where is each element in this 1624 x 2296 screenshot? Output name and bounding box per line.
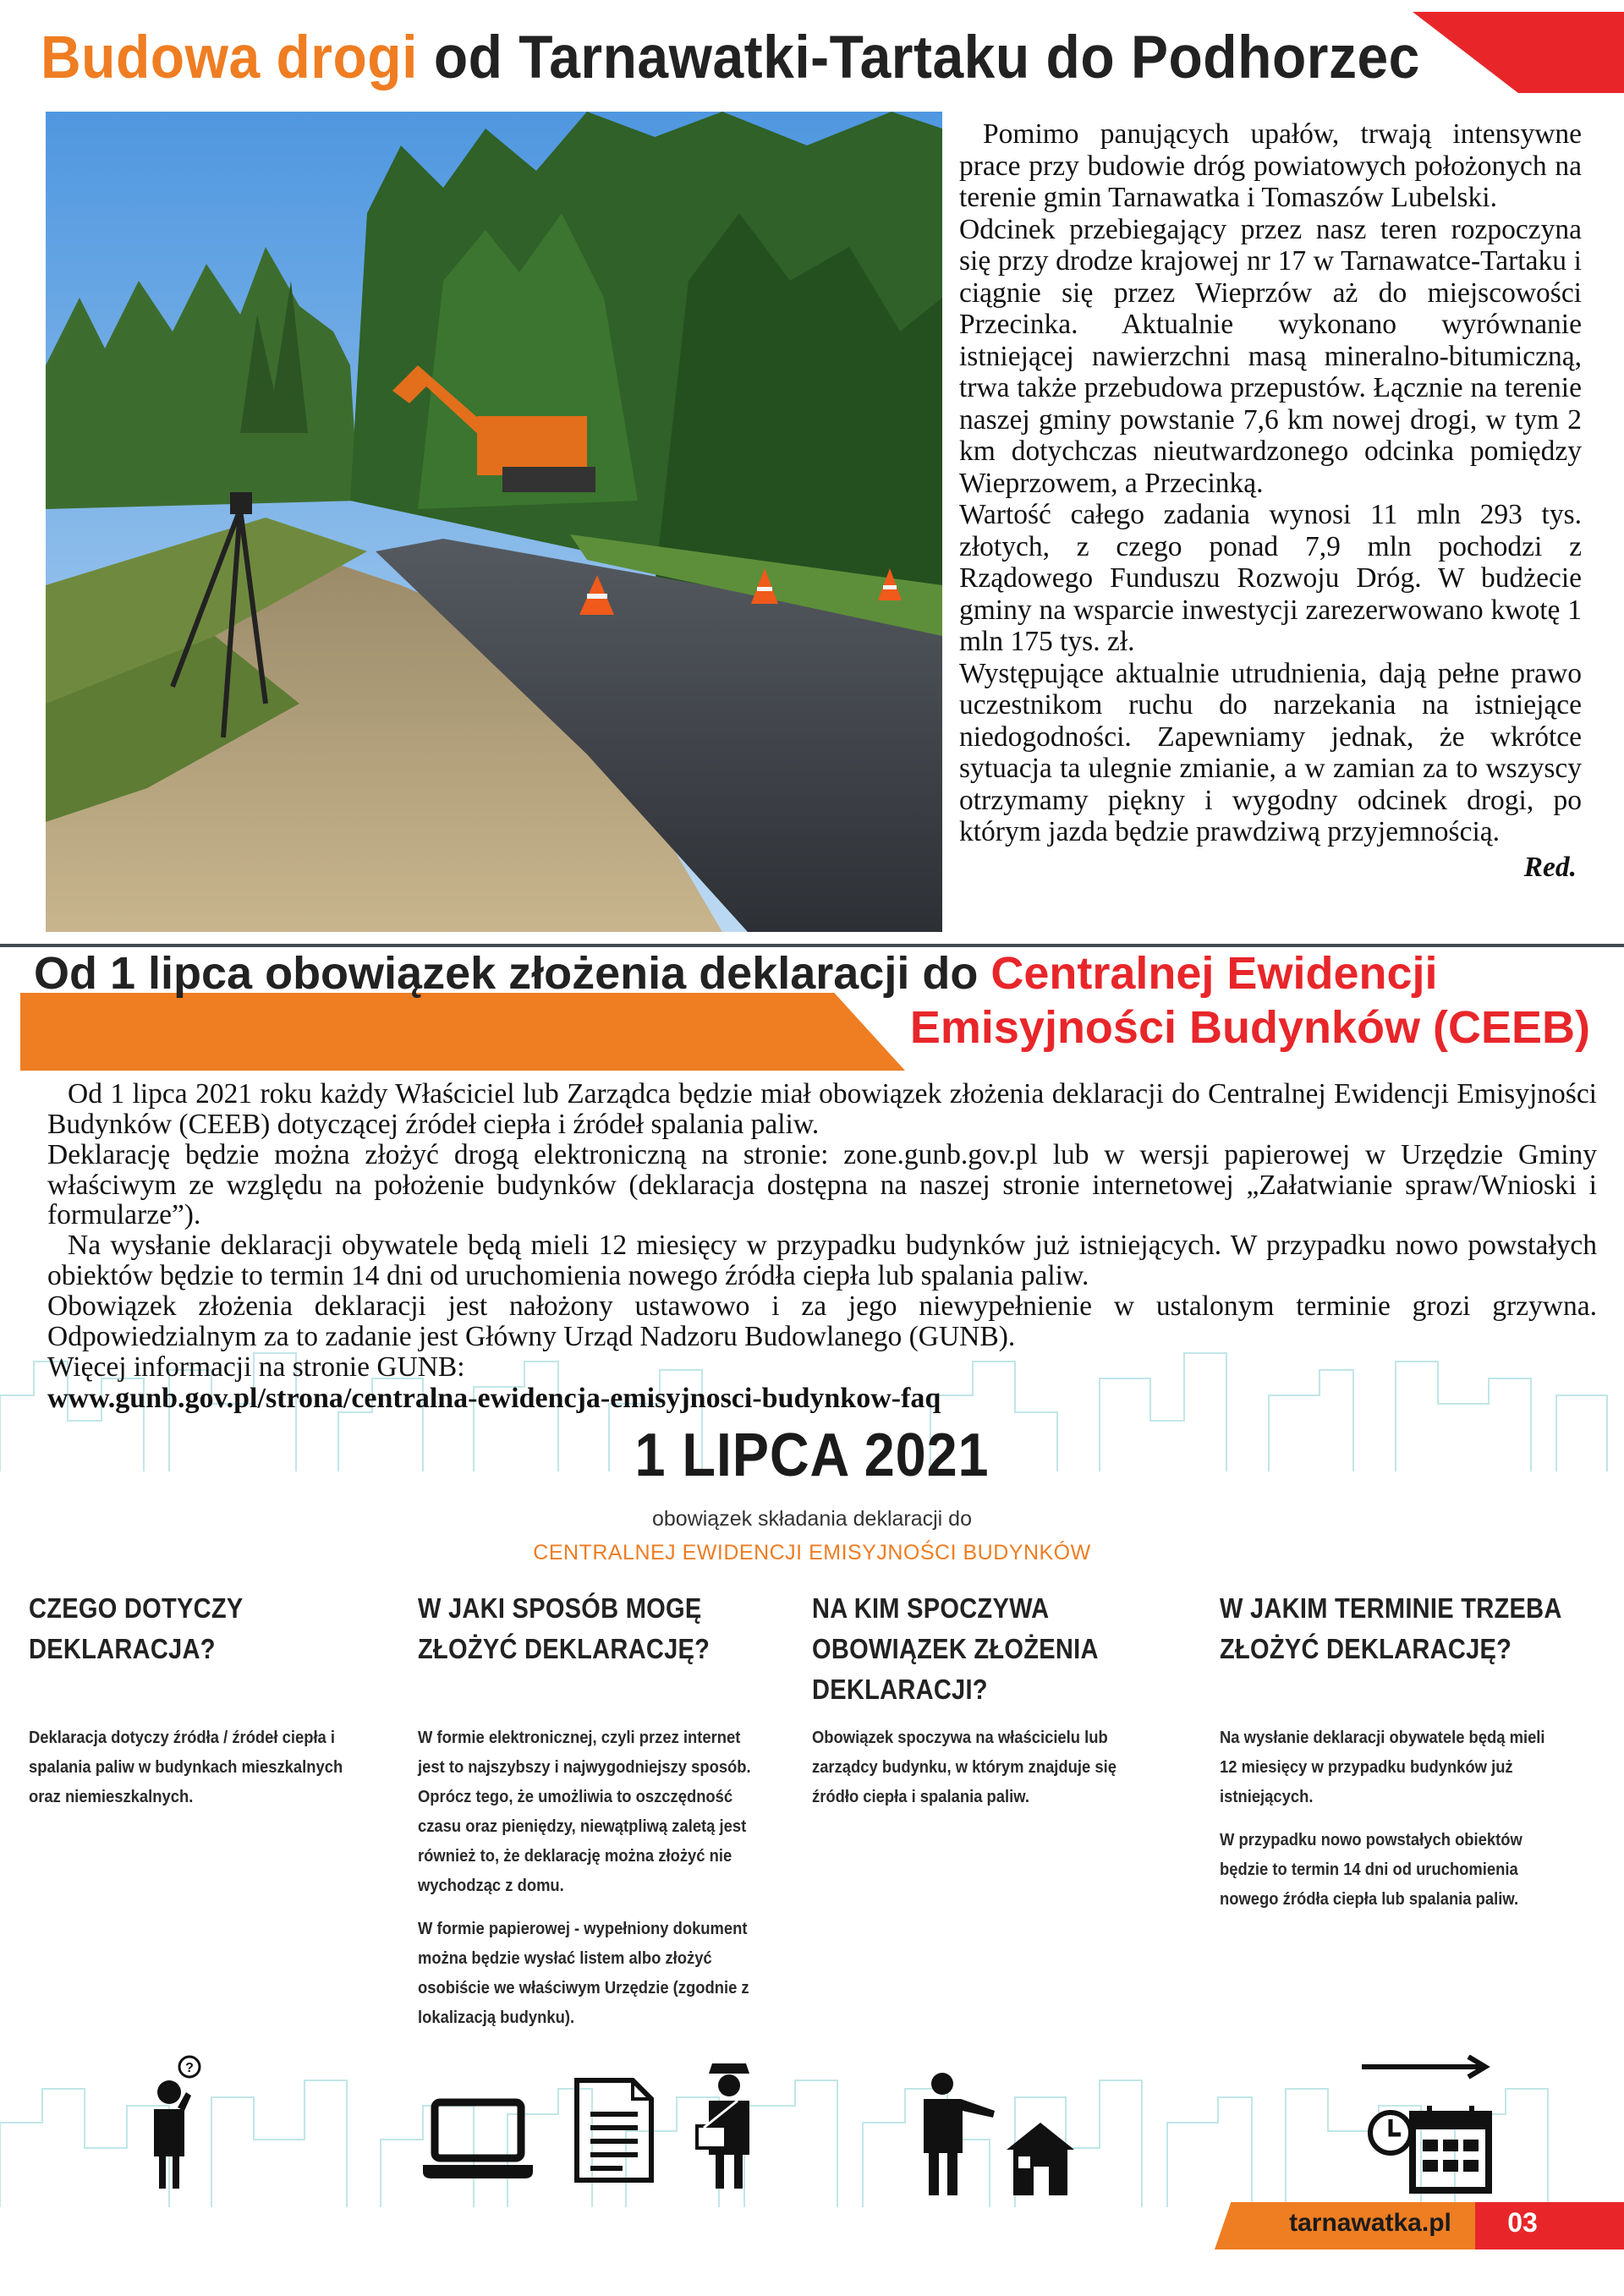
info-column-text: W formie elektronicznej, czyli przez internet jest to najszybszy i najwygodniejszy sposób. Oprócz tego, że umożliwia to oszczędność czasu oraz pieniędzy, niewątpliwą zaletą jest również to, że deklarację można złożyć nie wychodząc z domu. <box>418 1729 751 1895</box>
article1-paragraph: Odcinek przebiegający przez nasz teren rozpoczyna się przy drodze krajowej nr 17 w Tarnawatce-Tartaku i ciągnie się przez Wieprzów aż do miejscowości Przecinka. Aktualnie wykonano wyrównanie istniejącej nawierzchni masą mineralno-bitumiczną, trwa także przebudowa przepustów. Łącznie na terenie naszej gminy powstanie 7,6 km nowej drogi, w tym 2 km dotychczas nieutwardzonego odcinka pomiędzy Wieprzowem, a Przecinką. <box>959 213 1582 499</box>
calendar-clock-icon <box>1362 2055 1497 2199</box>
info-column-text: Obowiązek spoczywa na właścicielu lub zarządcy budynku, w którym znajduje się źródło ciepła i spalania paliw. <box>812 1729 1116 1806</box>
postman-icon <box>687 2055 771 2190</box>
corner-decoration <box>1413 12 1624 93</box>
article2-paragraph: Na wysłanie deklaracji obywatele będą mieli 12 miesięcy w przypadku budynków już istniejących. W przypadku nowo powstałych obiektów będzie to termin 14 dni od uruchomienia nowego źródła ciepła lub spalania paliw. <box>47 1230 1597 1292</box>
info-column-heading: NA KIM SPOCZYWA OBOWIĄZEK ZŁOŻENIA DEKLARACJI? <box>812 1592 1098 1705</box>
info-column-text: Na wysłanie deklaracji obywatele będą mieli 12 miesięcy w przypadku budynków już istniejących. <box>1220 1729 1545 1806</box>
info-column-text: W przypadku nowo powstałych obiektów będzie to termin 14 dni od uruchomienia nowego źródła ciepła lub spalania paliw. <box>1220 1831 1522 1909</box>
owner-house-icon <box>914 2072 1074 2199</box>
article2-paragraph: Więcej informacji na stronie GUNB: <box>47 1351 465 1383</box>
article1-title-highlight: Budowa drogi <box>41 23 418 90</box>
article1-title-rest: od Tarnawatki-Tartaku do Podhorzec <box>433 23 1420 90</box>
info-column-who <box>812 1588 1184 1806</box>
infographic-title: 1 LIPCA 2021 <box>634 1422 990 1489</box>
document-icon <box>572 2075 656 2185</box>
article2-paragraph: Deklarację będzie można złożyć drogą elektroniczną na stronie: zone.gunb.gov.pl lub w wersji papierowej w Urzędzie Gminy właściwym ze względu na położenie budynków (deklaracja dostępna na naszej stronie internetowej „Załatwianie spraw/Wnioski i formularze”). <box>47 1138 1597 1231</box>
info-column-heading: CZEGO DOTYCZY DEKLARACJA? <box>29 1592 243 1664</box>
article1-paragraph: Pomimo panujących upałów, trwają intensywne prace przy budowie dróg powiatowych położonych na terenie gmin Tarnawatka i Tomaszów Lubelski. <box>959 118 1582 214</box>
info-column-when <box>1220 1588 1592 1909</box>
article1-paragraph: Występujące aktualnie utrudnienia, dają pełne prawo uczestnikom ruchu do narzekania na istniejące niedogodności. Zapewniamy jednak, że wkrótce sytuacja ta ulegnie zmianie, a w zamian za to wszyscy otrzymamy piękny i wygodny odcinek drogi, po którym jazda będzie prawdziwą przyjemnością. <box>959 657 1582 848</box>
article1-paragraph: Wartość całego zadania wynosi 11 mln 293 tys. złotych, z czego ponad 7,9 mln pochodzi z Rządowego Funduszu Rozwoju Dróg. W budżecie gminy na wsparcie inwestycji zarezerwowano kwotę 1 mln 175 tys. zł. <box>959 499 1582 658</box>
article2-paragraph: Od 1 lipca 2021 roku każdy Właściciel lub Zarządca będzie miał obowiązek złożenia deklaracji do Centralnej Ewidencji Emisyjności Budynków (CEEB) dotyczącej źródeł ciepła i źródeł spalania paliw. <box>47 1078 1597 1140</box>
article1-title <box>41 22 1428 123</box>
laptop-icon <box>423 2097 533 2182</box>
article2-title-dark: Od 1 lipca obowiązek złożenia deklaracji do <box>34 948 979 999</box>
info-column-text: W formie papierowej - wypełniony dokument można będzie wysłać listem albo złożyć osobiście we właściwym Urzędzie (zgodnie z lokalizacją budynku). <box>418 1920 749 2027</box>
svg-text:?: ? <box>185 2061 194 2075</box>
road-construction-photo <box>46 112 942 932</box>
gunb-link[interactable]: www.gunb.gov.pl/strona/centralna-ewidencja-emisyjnosci-budynkow-faq <box>47 1383 941 1415</box>
info-column-how <box>418 1588 790 2027</box>
article1-body <box>959 118 1582 883</box>
article2-title <box>34 947 1607 1055</box>
article2-body <box>47 1079 1597 1415</box>
article2-title-red-2: Emisyjności Budynków (CEEB) <box>909 1001 1590 1053</box>
person-question-icon <box>135 2055 211 2190</box>
info-column-what <box>29 1588 401 1806</box>
info-column-heading: W JAKIM TERMINIE TRZEBA ZŁOŻYĆ DEKLARACJĘ? <box>1220 1592 1561 1664</box>
article2-title-red-1: Centralnej Ewidencji <box>990 948 1438 999</box>
infographic-subtitle-highlight: CENTRALNEJ EWIDENCJI EMISYJNOŚCI BUDYNKÓW <box>533 1541 1091 1564</box>
infographic-subtitle: obowiązek składania deklaracji do <box>651 1507 972 1531</box>
page-number: 03 <box>1507 2207 1538 2238</box>
article1-signature: Red. <box>1523 851 1577 883</box>
info-column-text: Deklaracja dotyczy źródła / źródeł ciepła i spalania paliw w budynkach mieszkalnych oraz niemieszkalnych. <box>29 1729 343 1806</box>
footer-website[interactable]: tarnawatka.pl <box>1289 2209 1451 2237</box>
article2-paragraph: Obowiązek złożenia deklaracji jest nałożony ustawowo i za jego niewypełnienie w ustalonym terminie grozi grzywna. Odpowiedzialnym za to zadanie jest Główny Urząd Nadzoru Budowlanego (GUNB). <box>47 1290 1597 1352</box>
info-column-heading: W JAKI SPOSÓB MOGĘ ZŁOŻYĆ DEKLARACJĘ? <box>418 1592 710 1664</box>
